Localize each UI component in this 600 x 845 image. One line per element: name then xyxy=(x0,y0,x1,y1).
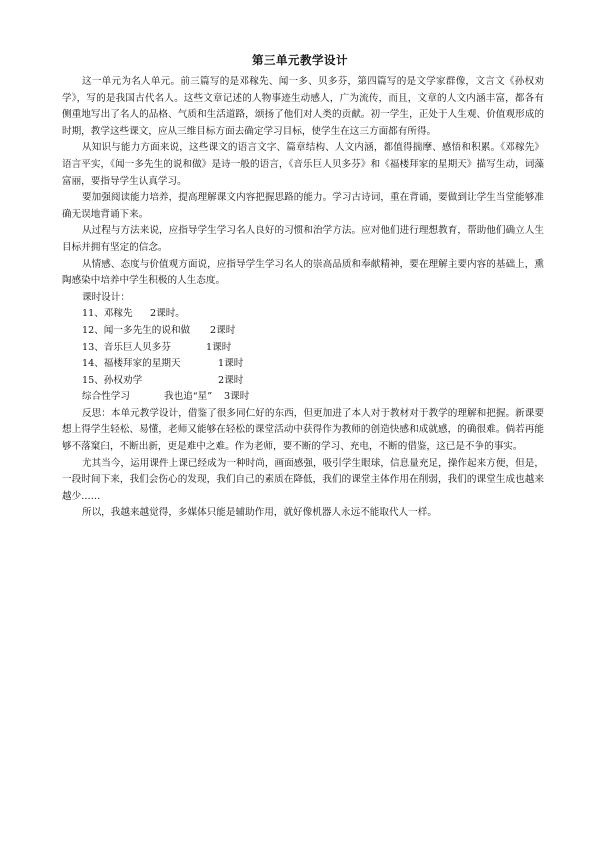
schedule-item-name: 15、孙权劝学 xyxy=(82,374,143,386)
schedule-item-hours: 2课时。 xyxy=(150,308,185,320)
paragraph-knowledge-ability: 从知识与能力方面来说，这些课文的语言文字、篇章结构、人文内涵，都值得揣摩、感悟和积累。《邓稼先》语言平实，《闻一多先生的说和做》是诗一般的语言，《音乐巨人贝多芬》和《福楼拜家的星期天》描写生动，词藻富丽，要指导学生认真学习。 xyxy=(62,142,544,187)
document-body xyxy=(62,74,544,522)
schedule-item xyxy=(62,389,544,406)
paragraph-process-method: 从过程与方法来说，应指导学生学习名人良好的习惯和治学方法。应对他们进行理想教育，帮助他们确立人生目标并拥有坚定的信念。 xyxy=(62,225,544,253)
schedule-item xyxy=(62,340,544,357)
schedule-item xyxy=(62,356,544,373)
schedule-item-name: 综合性学习 xyxy=(82,391,130,403)
page-title: 第三单元教学设计 xyxy=(252,53,348,67)
paragraph-conclusion: 所以，我越来越觉得，多媒体只能是辅助作用，就好像机器人永远不能取代人一样。 xyxy=(82,507,437,519)
paragraph-reading-ability: 要加强阅读能力培养，提高理解课文内容把握思路的能力。学习古诗词，重在背诵，要做到让学生当堂能够准确无误地背诵下来。 xyxy=(62,192,544,220)
schedule-item-name: 11、邓稼先 xyxy=(82,308,133,320)
paragraph-courseware: 尤其当今，运用课件上课已经成为一种时尚，画面感强，吸引学生眼球，信息量充足，操作起来方便，但是，一段时间下来，我们会伤心的发现，我们自己的素质在降低，我们的课堂主体作用在削弱，我们的课堂生成也越来越少…… xyxy=(62,457,544,502)
schedule-item xyxy=(62,306,544,323)
schedule-item-hours: 3课时 xyxy=(224,391,250,403)
schedule-item-name: 13、音乐巨人贝多芬 xyxy=(82,341,171,353)
schedule-item-subtitle: 我也追“星” xyxy=(164,391,213,403)
schedule-item-name: 12、闻一多先生的说和做 xyxy=(82,324,191,336)
schedule-item-hours: 1课时 xyxy=(206,341,232,353)
schedule-item xyxy=(62,373,544,390)
schedule-item-name: 14、福楼拜家的星期天 xyxy=(82,358,181,370)
schedule-item-hours: 1课时 xyxy=(218,358,244,370)
paragraph-unit-overview: 这一单元为名人单元。前三篇写的是邓稼先、闻一多、贝多芬，第四篇写的是文学家群像，文言文《孙权劝学》，写的是我国古代名人。这些文章记述的人物事迹生动感人，广为流传，而且，文章的人文内涵丰富，都各有侧重地写出了名人的品格、气质和生活道路，颂扬了他们对人类的贡献。初一学生，正处于人生观、价值观形成的时期，教学这些课文，应从三维目标方面去确定学习目标，使学生在这三方面都有所得。 xyxy=(62,76,544,137)
schedule-item xyxy=(62,323,544,340)
paragraph-emotion-values: 从情感、态度与价值观方面说，应指导学生学习名人的崇高品质和奉献精神，要在理解主要内容的基础上，熏陶感染中培养中学生积极的人生态度。 xyxy=(62,258,544,287)
schedule-item-hours: 2课时 xyxy=(218,374,244,386)
schedule-heading: 课时设计： xyxy=(82,291,130,303)
paragraph-reflection: 反思：本单元教学设计，借鉴了很多同仁好的东西，但更加进了本人对于教材对于教学的理解和把握。新课要想上得学生轻松、易懂，老师又能够在轻松的课堂活动中获得作为教师的创造快感和成就感，的确很难。倘若再能够不落窠臼，不断出新，更是难中之难。作为老师，要不断的学习、充电，不断的借鉴，这已是不争的事实。 xyxy=(62,407,544,453)
schedule-item-hours: 2课时 xyxy=(210,324,236,336)
